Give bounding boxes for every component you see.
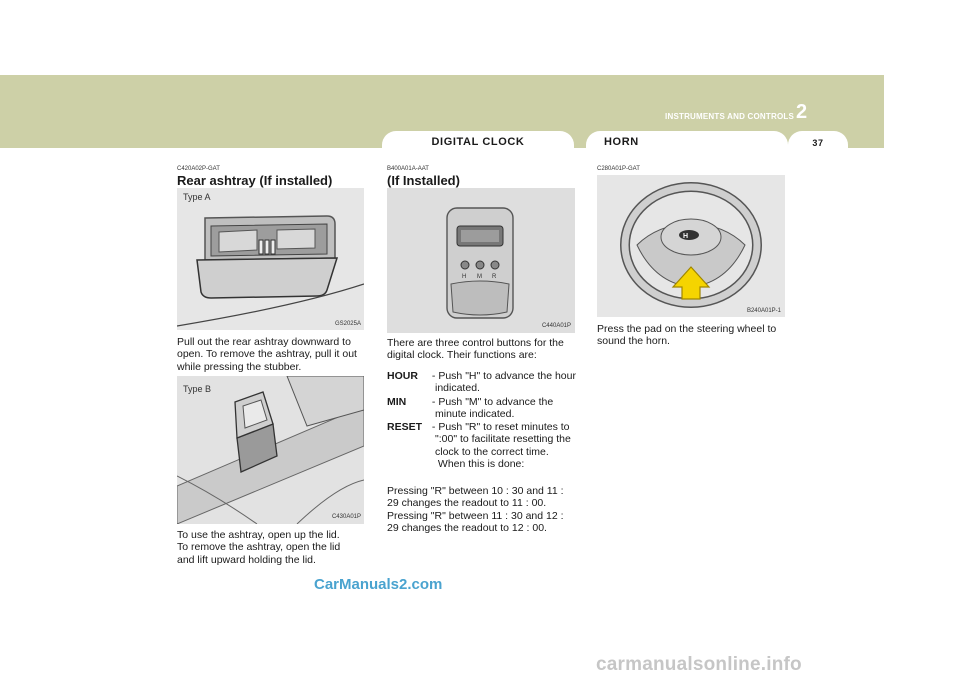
text-line: To remove the ashtray, open the lid: [177, 541, 341, 554]
type-a-label: Type A: [183, 192, 211, 202]
ashtray-type-b-image: [177, 376, 364, 524]
tab-horn: [586, 131, 788, 153]
text-line: Pressing "R" between 10 : 30 and 11 :: [387, 485, 564, 497]
definition-text: Push "R" to reset minutes to: [438, 421, 570, 433]
digital-clock-image: [387, 188, 575, 333]
text-line: To use the ashtray, open up the lid.: [177, 529, 340, 541]
definition-text: clock to the correct time.: [435, 445, 549, 458]
svg-text:H: H: [683, 233, 689, 240]
text-line: while pressing the stubber.: [177, 360, 302, 373]
text-line: digital clock. Their functions are:: [387, 349, 537, 362]
definition-text: When this is done:: [435, 458, 525, 471]
image-caption: C440A01P: [541, 323, 571, 329]
ashtray-a-drawing: [177, 188, 364, 330]
text-line: and lift upward holding the lid.: [177, 553, 316, 566]
chapter-number: 2: [796, 101, 808, 123]
definition-text: Push "H" to advance the hour: [438, 370, 576, 382]
tab-digital-clock: [382, 131, 574, 153]
definition-text: ":00" to facilitate resetting the: [435, 433, 571, 446]
text-line: sound the horn.: [597, 335, 670, 348]
text-line: Pressing "R" between 11 : 30 and 12 :: [387, 509, 564, 522]
definition-text: Push "M" to advance the: [438, 396, 554, 408]
text-line: Press the pad on the steering wheel to: [597, 323, 777, 335]
clock-drawing: [387, 188, 575, 333]
text-line: open. To remove the ashtray, pull it out: [177, 348, 357, 361]
clock-intro: [387, 337, 577, 362]
page-number-tab: [788, 131, 848, 153]
image-caption: GS2025A: [334, 321, 361, 327]
definition-hour: HOUR - Push "H" to advance the hour indicated.: [387, 370, 576, 395]
section-code: B400A01A-AAT: [387, 166, 429, 172]
section-heading: (If Installed): [387, 173, 460, 188]
paragraph-pull-out: [177, 336, 367, 373]
image-caption: C430A01P: [331, 514, 361, 520]
section-code: C420A02P-GAT: [177, 166, 220, 172]
text-line: There are three control buttons for the: [387, 337, 564, 349]
section-code: C280A01P-GAT: [597, 166, 640, 172]
clock-reset-paragraph: [387, 485, 577, 535]
footer-watermark: carmanualsonline.info: [596, 654, 802, 675]
button-label-h: H: [462, 274, 467, 280]
section-heading: Rear ashtray (If installed): [177, 173, 333, 188]
header-band-gap: [884, 75, 960, 148]
page-number: 37: [812, 138, 824, 148]
definition-text: indicated.: [435, 382, 480, 395]
text-line: 29 changes the readout to 12 : 00.: [387, 522, 547, 535]
term-min: MIN: [387, 396, 407, 408]
type-b-label: Type B: [183, 384, 212, 394]
tab-label: HORN: [604, 136, 639, 148]
definition-min: MIN - Push "M" to advance the minute indicated.: [387, 396, 577, 421]
site-watermark-link[interactable]: CarManuals2.com: [314, 576, 443, 593]
button-label-r: R: [492, 274, 497, 280]
text-line: Pull out the rear ashtray downward to: [177, 336, 351, 348]
section-title: INSTRUMENTS AND CONTROLS: [665, 112, 794, 121]
image-caption: B240A01P-1: [746, 308, 781, 314]
paragraph-use-ashtray: [177, 529, 367, 566]
horn-paragraph: [597, 323, 792, 348]
steering-wheel-drawing: [597, 175, 785, 317]
definition-text: minute indicated.: [435, 408, 515, 421]
tab-label: DIGITAL CLOCK: [431, 136, 525, 148]
term-reset: RESET: [387, 421, 423, 433]
text-line: 29 changes the readout to 11 : 00.: [387, 497, 547, 510]
ashtray-b-drawing: [177, 376, 364, 524]
button-label-m: M: [477, 274, 482, 280]
steering-wheel-image: [597, 175, 785, 317]
term-hour: HOUR: [387, 370, 418, 382]
ashtray-type-a-image: [177, 188, 364, 330]
definition-reset: RESET - Push "R" to reset minutes to ":00" to facilitate resetting the clock to the correct time. When this is done:: [387, 421, 577, 471]
